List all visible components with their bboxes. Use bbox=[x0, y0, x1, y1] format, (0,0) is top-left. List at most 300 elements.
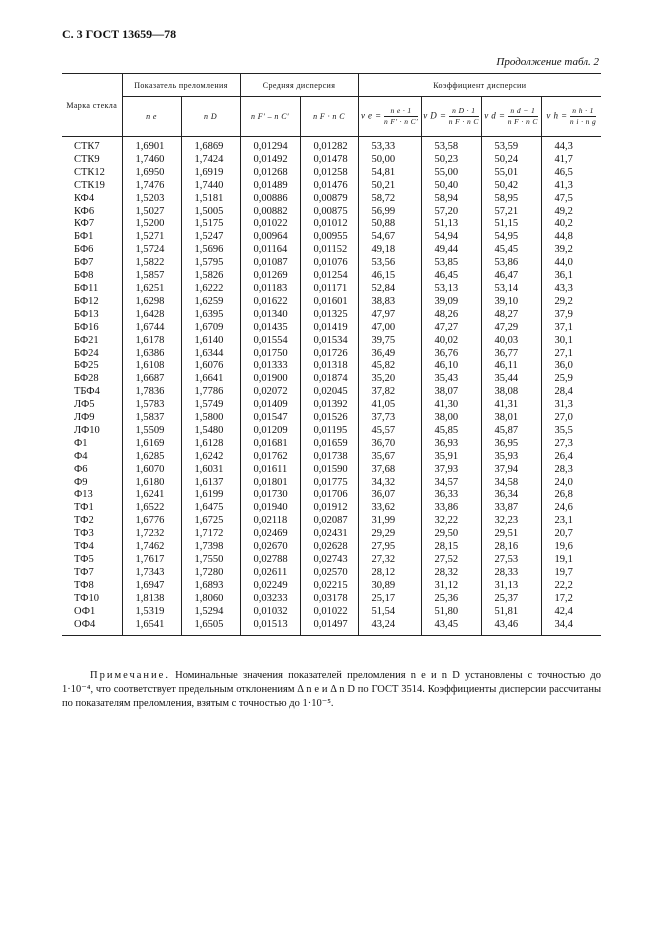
cell-mark: ТФ5 bbox=[62, 554, 122, 567]
cell-nu-h: 47,5 bbox=[541, 193, 601, 206]
cell-nu-e: 39,75 bbox=[358, 335, 421, 348]
cell-nu-d: 38,08 bbox=[481, 386, 541, 399]
cell-nD: 1,7398 bbox=[181, 541, 240, 554]
cell-ne: 1,6541 bbox=[122, 619, 181, 636]
cell-disp-fc: 0,01325 bbox=[300, 309, 358, 322]
cell-nu-d: 46,11 bbox=[481, 360, 541, 373]
cell-nu-D: 58,94 bbox=[421, 193, 481, 206]
cell-nD: 1,6199 bbox=[181, 489, 240, 502]
cell-nu-h: 37,1 bbox=[541, 322, 601, 335]
table-row bbox=[62, 399, 601, 412]
cell-nD: 1,6475 bbox=[181, 502, 240, 515]
cell-ne: 1,5203 bbox=[122, 193, 181, 206]
cell-disp-fc: 0,01534 bbox=[300, 335, 358, 348]
cell-nu-h: 39,2 bbox=[541, 244, 601, 257]
cell-disp-fc: 0,02431 bbox=[300, 528, 358, 541]
cell-nu-h: 27,1 bbox=[541, 348, 601, 361]
group-header-coefficient: Коэффициент дисперсии bbox=[358, 74, 601, 97]
table-row bbox=[62, 309, 601, 322]
cell-nu-D: 38,00 bbox=[421, 412, 481, 425]
cell-ne: 1,5857 bbox=[122, 270, 181, 283]
cell-nD: 1,6140 bbox=[181, 335, 240, 348]
cell-nD: 1,6076 bbox=[181, 360, 240, 373]
table-row bbox=[62, 322, 601, 335]
col-header-disp-fc: n F · n C bbox=[300, 97, 358, 137]
cell-nD: 1,5480 bbox=[181, 425, 240, 438]
cell-nu-e: 41,05 bbox=[358, 399, 421, 412]
cell-disp-fc-prime: 0,01801 bbox=[240, 477, 300, 490]
cell-disp-fc: 0,01419 bbox=[300, 322, 358, 335]
cell-mark: Ф1 bbox=[62, 438, 122, 451]
cell-nu-D: 36,33 bbox=[421, 489, 481, 502]
cell-nu-h: 43,3 bbox=[541, 283, 601, 296]
cell-nu-d: 25,37 bbox=[481, 593, 541, 606]
table-row bbox=[62, 193, 601, 206]
cell-nu-d: 41,31 bbox=[481, 399, 541, 412]
cell-disp-fc-prime: 0,01209 bbox=[240, 425, 300, 438]
table-row bbox=[62, 580, 601, 593]
cell-nu-d: 45,87 bbox=[481, 425, 541, 438]
cell-mark: СТК7 bbox=[62, 137, 122, 154]
cell-nu-h: 36,0 bbox=[541, 360, 601, 373]
cell-nu-d: 55,01 bbox=[481, 167, 541, 180]
cell-disp-fc-prime: 0,01681 bbox=[240, 438, 300, 451]
cell-mark: ТФ10 bbox=[62, 593, 122, 606]
cell-nu-e: 38,83 bbox=[358, 296, 421, 309]
cell-nD: 1,5795 bbox=[181, 257, 240, 270]
cell-nu-e: 54,67 bbox=[358, 231, 421, 244]
cell-disp-fc: 0,01254 bbox=[300, 270, 358, 283]
nu-d-lhs: ν d = bbox=[484, 110, 506, 121]
col-header-nu-d bbox=[481, 97, 541, 137]
cell-nu-h: 42,4 bbox=[541, 606, 601, 619]
cell-nu-D: 50,40 bbox=[421, 180, 481, 193]
cell-disp-fc: 0,01282 bbox=[300, 137, 358, 154]
nu-h-lhs: ν h = bbox=[546, 110, 568, 121]
cell-nu-D: 25,36 bbox=[421, 593, 481, 606]
table-row bbox=[62, 541, 601, 554]
cell-disp-fc-prime: 0,01333 bbox=[240, 360, 300, 373]
cell-ne: 1,6776 bbox=[122, 515, 181, 528]
cell-nu-d: 50,24 bbox=[481, 154, 541, 167]
cell-ne: 1,7836 bbox=[122, 386, 181, 399]
cell-ne: 1,6298 bbox=[122, 296, 181, 309]
cell-ne: 1,6744 bbox=[122, 322, 181, 335]
table-row bbox=[62, 244, 601, 257]
cell-ne: 1,5509 bbox=[122, 425, 181, 438]
cell-nu-e: 47,00 bbox=[358, 322, 421, 335]
cell-nu-D: 51,80 bbox=[421, 606, 481, 619]
cell-nD: 1,6505 bbox=[181, 619, 240, 636]
cell-nu-h: 27,0 bbox=[541, 412, 601, 425]
cell-disp-fc: 0,01076 bbox=[300, 257, 358, 270]
cell-nu-D: 46,10 bbox=[421, 360, 481, 373]
cell-disp-fc: 0,01195 bbox=[300, 425, 358, 438]
cell-ne: 1,6108 bbox=[122, 360, 181, 373]
cell-nu-d: 54,95 bbox=[481, 231, 541, 244]
cell-nu-d: 36,95 bbox=[481, 438, 541, 451]
table-row bbox=[62, 528, 601, 541]
cell-ne: 1,5319 bbox=[122, 606, 181, 619]
cell-disp-fc-prime: 0,03233 bbox=[240, 593, 300, 606]
cell-nu-d: 50,42 bbox=[481, 180, 541, 193]
note-body: Номинальные значения показателей преломления n e и n D установлены с точностью до 1·10⁻⁴, что соответствует предельным отклонениям Δ n e и Δ n D по ГОСТ 3514. Коэффициенты дисперсии рассчитаны по показателям преломления, взятым с точностью до 1·10⁻⁵. bbox=[62, 670, 602, 709]
cell-nu-e: 51,54 bbox=[358, 606, 421, 619]
nu-h-denominator: n i · n g bbox=[569, 117, 597, 126]
cell-disp-fc-prime: 0,01750 bbox=[240, 348, 300, 361]
cell-ne: 1,5724 bbox=[122, 244, 181, 257]
cell-nu-h: 41,7 bbox=[541, 154, 601, 167]
cell-disp-fc-prime: 0,01940 bbox=[240, 502, 300, 515]
cell-nD: 1,7280 bbox=[181, 567, 240, 580]
cell-mark: КФ6 bbox=[62, 206, 122, 219]
cell-nu-e: 30,89 bbox=[358, 580, 421, 593]
cell-ne: 1,5200 bbox=[122, 218, 181, 231]
cell-disp-fc-prime: 0,01022 bbox=[240, 218, 300, 231]
cell-nu-D: 31,12 bbox=[421, 580, 481, 593]
table-row bbox=[62, 206, 601, 219]
cell-disp-fc-prime: 0,02118 bbox=[240, 515, 300, 528]
cell-ne: 1,6241 bbox=[122, 489, 181, 502]
cell-nD: 1,6344 bbox=[181, 348, 240, 361]
cell-nu-d: 53,14 bbox=[481, 283, 541, 296]
cell-nu-e: 34,32 bbox=[358, 477, 421, 490]
table-row bbox=[62, 270, 601, 283]
cell-disp-fc-prime: 0,01435 bbox=[240, 322, 300, 335]
cell-ne: 1,6522 bbox=[122, 502, 181, 515]
nu-h-numerator: n h · 1 bbox=[570, 106, 596, 117]
cell-ne: 1,6901 bbox=[122, 137, 181, 154]
cell-disp-fc-prime: 0,01268 bbox=[240, 167, 300, 180]
cell-nu-D: 34,57 bbox=[421, 477, 481, 490]
table-row bbox=[62, 180, 601, 193]
table-row bbox=[62, 515, 601, 528]
cell-disp-fc: 0,01152 bbox=[300, 244, 358, 257]
cell-nD: 1,6641 bbox=[181, 373, 240, 386]
cell-nu-h: 26,4 bbox=[541, 451, 601, 464]
cell-nu-d: 37,94 bbox=[481, 464, 541, 477]
cell-disp-fc-prime: 0,01294 bbox=[240, 137, 300, 154]
col-header-nu-h bbox=[541, 97, 601, 137]
note-lead: Примечание. bbox=[90, 670, 170, 681]
cell-disp-fc: 0,00955 bbox=[300, 231, 358, 244]
table-row bbox=[62, 231, 601, 244]
cell-nu-d: 32,23 bbox=[481, 515, 541, 528]
cell-nD: 1,7786 bbox=[181, 386, 240, 399]
cell-nu-e: 33,62 bbox=[358, 502, 421, 515]
cell-disp-fc: 0,01258 bbox=[300, 167, 358, 180]
nu-e-lhs: ν e = bbox=[360, 110, 382, 121]
cell-nu-D: 57,20 bbox=[421, 206, 481, 219]
cell-nD: 1,5181 bbox=[181, 193, 240, 206]
table-row bbox=[62, 296, 601, 309]
cell-disp-fc: 0,01171 bbox=[300, 283, 358, 296]
table-row bbox=[62, 360, 601, 373]
cell-nu-e: 53,56 bbox=[358, 257, 421, 270]
cell-nD: 1,5175 bbox=[181, 218, 240, 231]
cell-nu-h: 44,3 bbox=[541, 137, 601, 154]
cell-nu-h: 24,0 bbox=[541, 477, 601, 490]
cell-mark: ТФ3 bbox=[62, 528, 122, 541]
cell-nu-h: 28,3 bbox=[541, 464, 601, 477]
cell-disp-fc: 0,01874 bbox=[300, 373, 358, 386]
group-header-refraction: Показатель преломления bbox=[122, 74, 240, 97]
cell-nu-h: 41,3 bbox=[541, 180, 601, 193]
cell-nu-e: 37,73 bbox=[358, 412, 421, 425]
cell-ne: 1,7617 bbox=[122, 554, 181, 567]
cell-mark: КФ7 bbox=[62, 218, 122, 231]
cell-ne: 1,5837 bbox=[122, 412, 181, 425]
cell-nu-h: 23,1 bbox=[541, 515, 601, 528]
nu-D-lhs: ν D = bbox=[423, 110, 447, 121]
cell-ne: 1,6251 bbox=[122, 283, 181, 296]
cell-nu-e: 45,57 bbox=[358, 425, 421, 438]
cell-mark: СТК19 bbox=[62, 180, 122, 193]
cell-nu-h: 25,9 bbox=[541, 373, 601, 386]
cell-ne: 1,6285 bbox=[122, 451, 181, 464]
cell-ne: 1,7343 bbox=[122, 567, 181, 580]
cell-disp-fc-prime: 0,02788 bbox=[240, 554, 300, 567]
cell-disp-fc: 0,01478 bbox=[300, 154, 358, 167]
cell-nD: 1,5696 bbox=[181, 244, 240, 257]
nu-d-fraction bbox=[508, 106, 538, 127]
cell-disp-fc: 0,01775 bbox=[300, 477, 358, 490]
table-row bbox=[62, 606, 601, 619]
cell-nu-d: 38,01 bbox=[481, 412, 541, 425]
cell-nu-e: 43,24 bbox=[358, 619, 421, 636]
col-header-nD: n D bbox=[181, 97, 240, 137]
table-row bbox=[62, 218, 601, 231]
cell-nD: 1,6031 bbox=[181, 464, 240, 477]
table-row bbox=[62, 619, 601, 636]
cell-nu-h: 19,6 bbox=[541, 541, 601, 554]
cell-nu-d: 36,77 bbox=[481, 348, 541, 361]
cell-nu-d: 53,59 bbox=[481, 137, 541, 154]
cell-nD: 1,6893 bbox=[181, 580, 240, 593]
cell-nu-h: 19,7 bbox=[541, 567, 601, 580]
cell-nD: 1,7424 bbox=[181, 154, 240, 167]
group-header-dispersion: Средняя дисперсия bbox=[240, 74, 358, 97]
cell-nD: 1,6709 bbox=[181, 322, 240, 335]
cell-disp-fc-prime: 0,01513 bbox=[240, 619, 300, 636]
cell-ne: 1,7460 bbox=[122, 154, 181, 167]
table-row bbox=[62, 451, 601, 464]
cell-nu-e: 36,49 bbox=[358, 348, 421, 361]
cell-nu-h: 37,9 bbox=[541, 309, 601, 322]
cell-ne: 1,6947 bbox=[122, 580, 181, 593]
cell-nu-e: 36,70 bbox=[358, 438, 421, 451]
cell-ne: 1,6428 bbox=[122, 309, 181, 322]
cell-nu-e: 50,88 bbox=[358, 218, 421, 231]
table-row bbox=[62, 137, 601, 154]
cell-disp-fc: 0,01526 bbox=[300, 412, 358, 425]
cell-nD: 1,7550 bbox=[181, 554, 240, 567]
cell-nu-e: 35,67 bbox=[358, 451, 421, 464]
cell-nu-e: 29,29 bbox=[358, 528, 421, 541]
cell-nu-D: 32,22 bbox=[421, 515, 481, 528]
cell-mark: БФ13 bbox=[62, 309, 122, 322]
cell-nu-e: 46,15 bbox=[358, 270, 421, 283]
cell-mark: БФ12 bbox=[62, 296, 122, 309]
cell-disp-fc-prime: 0,00886 bbox=[240, 193, 300, 206]
cell-nD: 1,6919 bbox=[181, 167, 240, 180]
col-header-disp-fc-prime: n F′ – n C′ bbox=[240, 97, 300, 137]
cell-mark: КФ4 bbox=[62, 193, 122, 206]
cell-nu-e: 36,07 bbox=[358, 489, 421, 502]
cell-disp-fc: 0,01392 bbox=[300, 399, 358, 412]
nu-d-numerator: n d − 1 bbox=[508, 106, 538, 117]
cell-nu-D: 51,13 bbox=[421, 218, 481, 231]
cell-nu-D: 48,26 bbox=[421, 309, 481, 322]
nu-h-fraction bbox=[570, 106, 596, 127]
cell-nu-h: 35,5 bbox=[541, 425, 601, 438]
cell-disp-fc-prime: 0,01554 bbox=[240, 335, 300, 348]
cell-disp-fc-prime: 0,01611 bbox=[240, 464, 300, 477]
cell-nu-D: 55,00 bbox=[421, 167, 481, 180]
cell-disp-fc: 0,01497 bbox=[300, 619, 358, 636]
cell-nu-e: 50,00 bbox=[358, 154, 421, 167]
cell-mark: Ф9 bbox=[62, 477, 122, 490]
cell-mark: ЛФ10 bbox=[62, 425, 122, 438]
cell-nu-d: 53,86 bbox=[481, 257, 541, 270]
cell-nu-D: 53,13 bbox=[421, 283, 481, 296]
cell-nu-D: 39,09 bbox=[421, 296, 481, 309]
cell-nu-d: 35,44 bbox=[481, 373, 541, 386]
cell-nD: 1,8060 bbox=[181, 593, 240, 606]
cell-nu-e: 37,68 bbox=[358, 464, 421, 477]
cell-nu-e: 28,12 bbox=[358, 567, 421, 580]
cell-nD: 1,6128 bbox=[181, 438, 240, 451]
cell-disp-fc-prime: 0,01730 bbox=[240, 489, 300, 502]
nu-d-denominator: n F · n C bbox=[507, 117, 538, 126]
cell-disp-fc: 0,01659 bbox=[300, 438, 358, 451]
cell-nu-D: 43,45 bbox=[421, 619, 481, 636]
cell-nD: 1,5826 bbox=[181, 270, 240, 283]
cell-mark: БФ1 bbox=[62, 231, 122, 244]
cell-nu-h: 31,3 bbox=[541, 399, 601, 412]
cell-disp-fc: 0,03178 bbox=[300, 593, 358, 606]
cell-disp-fc-prime: 0,00882 bbox=[240, 206, 300, 219]
cell-disp-fc-prime: 0,01409 bbox=[240, 399, 300, 412]
cell-nu-e: 49,18 bbox=[358, 244, 421, 257]
cell-nu-e: 35,20 bbox=[358, 373, 421, 386]
cell-mark: БФ28 bbox=[62, 373, 122, 386]
cell-nu-d: 28,33 bbox=[481, 567, 541, 580]
cell-disp-fc-prime: 0,01087 bbox=[240, 257, 300, 270]
cell-disp-fc: 0,00879 bbox=[300, 193, 358, 206]
table-row bbox=[62, 438, 601, 451]
cell-mark: БФ11 bbox=[62, 283, 122, 296]
cell-mark: ОФ4 bbox=[62, 619, 122, 636]
cell-nu-D: 29,50 bbox=[421, 528, 481, 541]
cell-nu-e: 45,82 bbox=[358, 360, 421, 373]
cell-nu-d: 35,93 bbox=[481, 451, 541, 464]
cell-nD: 1,5005 bbox=[181, 206, 240, 219]
cell-ne: 1,5822 bbox=[122, 257, 181, 270]
col-header-mark: Марка стекла bbox=[62, 74, 122, 137]
cell-disp-fc-prime: 0,01032 bbox=[240, 606, 300, 619]
glass-table-body bbox=[62, 137, 601, 636]
cell-mark: Ф6 bbox=[62, 464, 122, 477]
cell-disp-fc: 0,01706 bbox=[300, 489, 358, 502]
col-header-nu-D bbox=[421, 97, 481, 137]
nu-D-numerator: n D · 1 bbox=[449, 106, 479, 117]
cell-mark: БФ8 bbox=[62, 270, 122, 283]
cell-disp-fc-prime: 0,02611 bbox=[240, 567, 300, 580]
cell-mark: БФ25 bbox=[62, 360, 122, 373]
cell-nD: 1,6395 bbox=[181, 309, 240, 322]
cell-nu-D: 53,58 bbox=[421, 137, 481, 154]
cell-nD: 1,6725 bbox=[181, 515, 240, 528]
cell-disp-fc: 0,00875 bbox=[300, 206, 358, 219]
cell-disp-fc: 0,01318 bbox=[300, 360, 358, 373]
cell-nu-h: 36,1 bbox=[541, 270, 601, 283]
cell-disp-fc-prime: 0,02469 bbox=[240, 528, 300, 541]
cell-nu-e: 47,97 bbox=[358, 309, 421, 322]
cell-nu-d: 33,87 bbox=[481, 502, 541, 515]
cell-nu-h: 44,0 bbox=[541, 257, 601, 270]
cell-mark: СТК12 bbox=[62, 167, 122, 180]
cell-disp-fc-prime: 0,00964 bbox=[240, 231, 300, 244]
nu-D-fraction bbox=[449, 106, 479, 127]
cell-nu-d: 34,58 bbox=[481, 477, 541, 490]
cell-nD: 1,6259 bbox=[181, 296, 240, 309]
cell-ne: 1,5783 bbox=[122, 399, 181, 412]
cell-disp-fc: 0,01912 bbox=[300, 502, 358, 515]
cell-mark: БФ21 bbox=[62, 335, 122, 348]
cell-disp-fc: 0,02743 bbox=[300, 554, 358, 567]
cell-nD: 1,5749 bbox=[181, 399, 240, 412]
cell-nu-d: 46,47 bbox=[481, 270, 541, 283]
cell-nu-d: 51,81 bbox=[481, 606, 541, 619]
cell-nu-D: 36,93 bbox=[421, 438, 481, 451]
cell-disp-fc: 0,01012 bbox=[300, 218, 358, 231]
cell-disp-fc-prime: 0,02670 bbox=[240, 541, 300, 554]
cell-nu-h: 19,1 bbox=[541, 554, 601, 567]
table-row bbox=[62, 477, 601, 490]
cell-disp-fc: 0,02628 bbox=[300, 541, 358, 554]
cell-mark: ОФ1 bbox=[62, 606, 122, 619]
cell-nD: 1,5800 bbox=[181, 412, 240, 425]
cell-mark: ТФ4 bbox=[62, 541, 122, 554]
cell-disp-fc: 0,01590 bbox=[300, 464, 358, 477]
cell-disp-fc-prime: 0,01164 bbox=[240, 244, 300, 257]
cell-ne: 1,6180 bbox=[122, 477, 181, 490]
cell-nu-e: 27,95 bbox=[358, 541, 421, 554]
cell-nu-D: 46,45 bbox=[421, 270, 481, 283]
cell-nu-D: 35,91 bbox=[421, 451, 481, 464]
cell-nu-h: 40,2 bbox=[541, 218, 601, 231]
table-row bbox=[62, 386, 601, 399]
cell-nu-d: 28,16 bbox=[481, 541, 541, 554]
cell-ne: 1,5271 bbox=[122, 231, 181, 244]
cell-nu-h: 30,1 bbox=[541, 335, 601, 348]
table-row bbox=[62, 167, 601, 180]
table-row bbox=[62, 154, 601, 167]
col-header-ne: n e bbox=[122, 97, 181, 137]
cell-nu-h: 24,6 bbox=[541, 502, 601, 515]
cell-ne: 1,7462 bbox=[122, 541, 181, 554]
col-header-nu-e bbox=[358, 97, 421, 137]
cell-mark: ЛФ9 bbox=[62, 412, 122, 425]
cell-nu-D: 40,02 bbox=[421, 335, 481, 348]
cell-nu-D: 35,43 bbox=[421, 373, 481, 386]
cell-nu-e: 54,81 bbox=[358, 167, 421, 180]
cell-disp-fc-prime: 0,01489 bbox=[240, 180, 300, 193]
nu-D-denominator: n F · n C bbox=[448, 117, 479, 126]
cell-nu-d: 39,10 bbox=[481, 296, 541, 309]
cell-nD: 1,5247 bbox=[181, 231, 240, 244]
